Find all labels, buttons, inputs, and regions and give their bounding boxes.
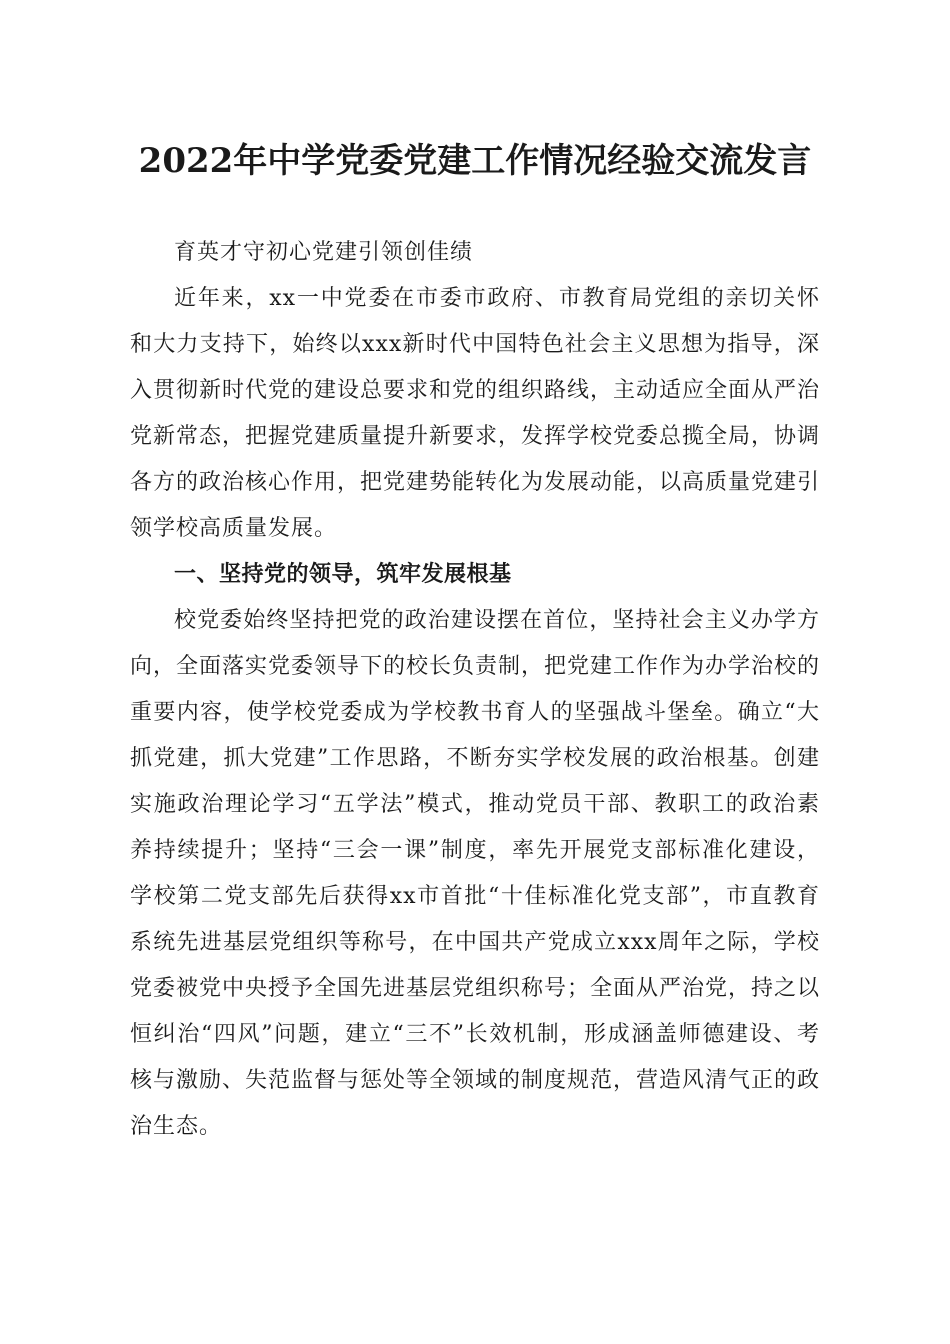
document-title: 2022年中学党委党建工作情况经验交流发言 bbox=[138, 141, 812, 181]
document-body bbox=[130, 230, 820, 1150]
document-subtitle: 育英才守初心党建引领创佳绩 bbox=[174, 240, 474, 265]
section-body-1: 校党委始终坚持把党的政治建设摆在首位，坚持社会主义办学方向，全面落实党委领导下的校长负责制，把党建工作作为办学治校的重要内容，使学校党委成为学校教书育人的坚强战斗堡垒。确立“大抓党建，抓大党建”工作思路，不断夯实学校发展的政治根基。创建实施政治理论学习“五学法”模式，推动党员干部、教职工的政治素养持续提升；坚持“三会一课”制度，率先开展党支部标准化建设，学校第二党支部先后获得xx市首批“十佳标准化党支部”，市直教育系统先进基层党组织等称号，在中国共产党成立xxx周年之际，学校党委被党中央授予全国先进基层党组织称号；全面从严治党，持之以恒纠治“四风”问题，建立“三不”长效机制，形成涵盖师德建设、考核与激励、失范监督与惩处等全领域的制度规范，营造风清气正的政治生态。 bbox=[130, 608, 821, 1139]
intro-paragraph: 近年来，xx一中党委在市委市政府、市教育局党组的亲切关怀和大力支持下，始终以xxx新时代中国特色社会主义思想为指导，深入贯彻新时代党的建设总要求和党的组织路线，主动适应全面从严治党新常态，把握党建质量提升新要求，发挥学校党委总揽全局，协调各方的政治核心作用，把党建势能转化为发展动能，以高质量党建引领学校高质量发展。 bbox=[130, 286, 821, 541]
section-heading-1: 一、坚持党的领导，筑牢发展根基 bbox=[174, 562, 512, 587]
